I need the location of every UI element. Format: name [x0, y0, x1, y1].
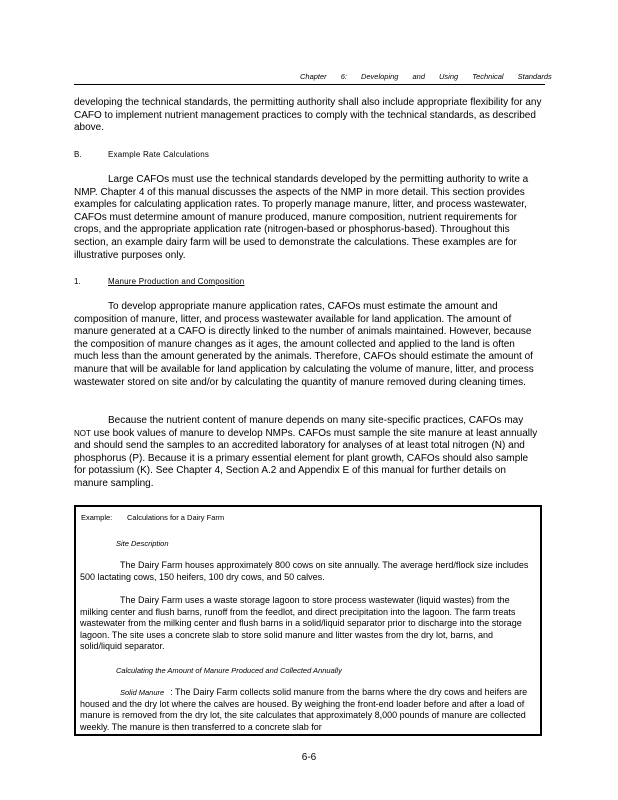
example-box: [74, 505, 542, 736]
section-1-paragraph-1-block: [74, 301, 542, 389]
header-word: Technical: [472, 72, 504, 81]
intro-paragraph: developing the technical standards, the permitting authority shall also include appropriate flexibility for any CAFO to implement nutrient management practices to comply with the technical standards, as described above.: [74, 97, 542, 134]
section-b-paragraph-block: [74, 174, 542, 262]
solid-manure-block: [80, 687, 536, 733]
section-b-paragraph: Large CAFOs must use the technical standards developed by the permitting authority to write a NMP. Chapter 4 of this manual discusses the aspects of the NMP in more detail. This section provides examples for calculating application rates. To properly manage manure, litter, and process wastewater, CAFOs must determine amount of manure produced, manure composition, nutrient requirements for crops, and the appropriate application rate (nitrogen-based or phosphorus-based). Throughout this section, an example dairy farm will be used to demonstrate the calculations. These examples are for illustrative purposes only.: [74, 174, 529, 261]
section-b-number: B.: [74, 150, 82, 159]
header-word: Using: [439, 72, 459, 81]
solid-manure-paragraph: [80, 687, 536, 733]
paragraph-2-before: Because the nutrient content of manure depends on many site-specific practices, CAFOs may: [108, 415, 524, 426]
running-header: [300, 72, 566, 81]
calculating-heading: Calculating the Amount of Manure Produced and Collected Annually: [116, 666, 342, 675]
site-para-1: The Dairy Farm houses approximately 800 cows on site annually. The average herd/flock size includes 500 lactating cows, 150 heifers, 100 dry cows, and 50 calves.: [80, 560, 529, 582]
header-word: Developing: [360, 72, 399, 81]
section-1-title: Manure Production and Composition: [108, 277, 245, 286]
site-para-1-block: [80, 560, 536, 583]
site-description-heading: Site Description: [116, 539, 169, 548]
section-1-paragraph-2-block: [74, 415, 542, 491]
example-label-row: [81, 513, 224, 522]
paragraph-2-not: NOT: [74, 428, 91, 438]
page-number: 6-6: [301, 752, 317, 763]
example-title: Calculations for a Dairy Farm: [127, 513, 225, 522]
section-1-heading: [74, 277, 244, 286]
section-1-paragraph-2: [74, 415, 542, 491]
section-b-title: Example Rate Calculations: [108, 150, 210, 159]
section-b-heading: [74, 150, 209, 159]
section-1-paragraph-1: To develop appropriate manure application rates, CAFOs must estimate the amount and composition of manure, litter, and process wastewater available for land application. The amount of manure generated at a CAFO is directly linked to the number of animals maintained. However, because the composition of manure changes as it ages, the amount collected and applied to the land is often much less than the amount generated by the animals. Therefore, CAFOs should estimate the amount of manure that will be available for land application by calculating the volume of manure, litter, and process wastewater stored on site and/or by calculating the quantity of manure removed during cleaning times.: [74, 301, 534, 388]
solid-manure-text: : The Dairy Farm collects solid manure from the barns where the dry cows and heifers are housed and the dry lot where the calves are housed. By weighing the front-end loader before and after a load of manure is removed from the dry lot, the site calculates that approximately 8,000 pounds of manure are collected weekly. The manure is then transferred to a concrete slab for: [80, 687, 528, 732]
paragraph-2-after: use book values of manure to develop NMPs. CAFOs must sample the site manure at least annually and should send the samples to an accredited laboratory for analyses of at least total nitrogen (N) and phosphorus (P). Because it is a primary essential element for plant growth, CAFOs should also sample for potassium (K). See Chapter 4, Section A.2 and Appendix E of this manual for further details on manure sampling.: [74, 427, 538, 489]
intro-paragraph-block: [74, 97, 542, 135]
header-word: Standards: [517, 72, 552, 81]
header-word: and: [412, 72, 425, 81]
header-rule: [74, 84, 545, 85]
solid-manure-label: Solid Manure: [120, 688, 165, 697]
header-word: Chapter: [300, 72, 327, 81]
header-word: 6:: [340, 72, 347, 81]
example-label: Example:: [81, 513, 113, 522]
section-1-number: 1.: [74, 277, 81, 286]
site-para-2: The Dairy Farm uses a waste storage lagoon to store process wastewater (liquid wastes) from the milking center and flush barns, runoff from the feedlot, and direct precipitation into the lagoon. The farm treats wastewater from the milking center and flush barns in a solid/liquid separator prior to discharge into the storage lagoon. The site uses a concrete slab to store solid manure and litter wastes from the dry lot, barns, and solid/liquid separator.: [80, 595, 522, 652]
site-para-2-block: [80, 595, 536, 653]
